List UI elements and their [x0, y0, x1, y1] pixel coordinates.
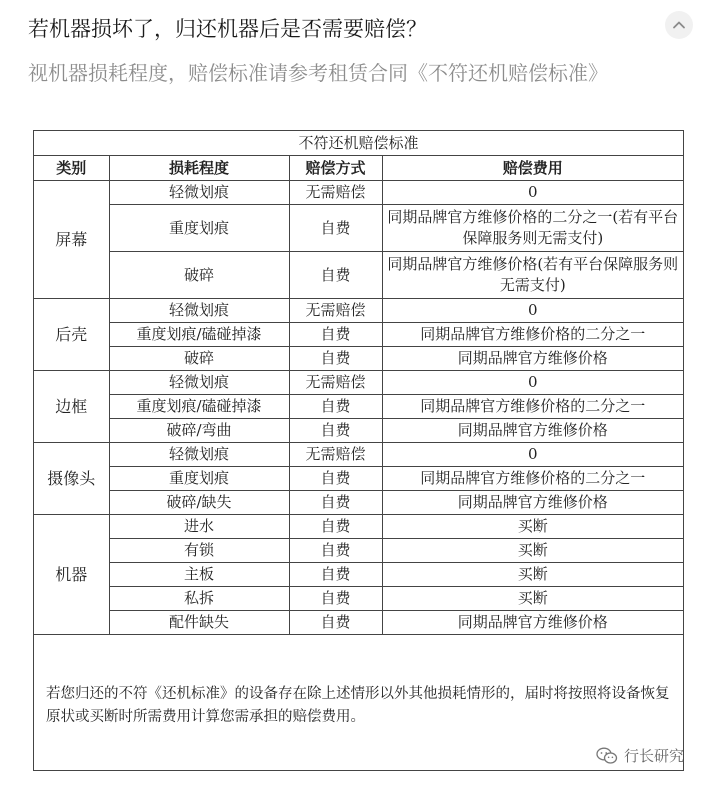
degree-cell: 轻微划痕 — [109, 299, 289, 323]
method-cell: 自费 — [289, 347, 382, 371]
table-row — [34, 419, 683, 443]
degree-cell: 主板 — [109, 563, 289, 587]
method-cell: 无需赔偿 — [289, 371, 382, 395]
table-row — [34, 515, 683, 539]
wechat-icon — [596, 747, 618, 765]
degree-cell: 重度划痕 — [109, 467, 289, 491]
category-cell: 边框 — [34, 371, 109, 443]
fee-cell: 同期品牌官方维修价格 — [382, 491, 683, 515]
table-row — [34, 491, 683, 515]
header-fee: 赔偿费用 — [382, 156, 683, 181]
table-row — [34, 563, 683, 587]
method-cell: 自费 — [289, 539, 382, 563]
fee-cell: 买断 — [382, 563, 683, 587]
watermark-text: 行长研究 — [624, 747, 685, 765]
table-row — [34, 252, 683, 299]
category-cell: 后壳 — [34, 299, 109, 371]
method-cell: 无需赔偿 — [289, 299, 382, 323]
chevron-up-icon — [671, 17, 687, 33]
table-title: 不符还机赔偿标准 — [34, 131, 683, 156]
header-method: 赔偿方式 — [289, 156, 382, 181]
fee-cell: 0 — [382, 299, 683, 323]
method-cell: 无需赔偿 — [289, 443, 382, 467]
degree-cell: 破碎/缺失 — [109, 491, 289, 515]
fee-cell: 同期品牌官方维修价格 — [382, 347, 683, 371]
fee-cell: 买断 — [382, 539, 683, 563]
degree-cell: 配件缺失 — [109, 611, 289, 635]
fee-cell: 同期品牌官方维修价格 — [382, 611, 683, 635]
fee-cell: 同期品牌官方维修价格 — [382, 419, 683, 443]
degree-cell: 轻微划痕 — [109, 181, 289, 205]
table-header-row — [34, 156, 683, 181]
method-cell: 自费 — [289, 611, 382, 635]
table-row — [34, 205, 683, 252]
table-footnote: 若您归还的不符《还机标准》的设备存在除上述情形以外其他损耗情形的，届时将按照将设备恢复原状或买断时所需费用计算您需承担的赔偿费用。 — [46, 686, 670, 725]
table-row — [34, 371, 683, 395]
category-cell: 屏幕 — [34, 181, 109, 299]
fee-cell: 0 — [382, 371, 683, 395]
fee-cell: 买断 — [382, 515, 683, 539]
degree-cell: 破碎/弯曲 — [109, 419, 289, 443]
fee-cell: 同期品牌官方维修价格(若有平台保障服务则无需支付) — [382, 252, 683, 299]
table-title-row — [34, 131, 683, 156]
method-cell: 自费 — [289, 205, 382, 252]
table-row — [34, 539, 683, 563]
method-cell: 自费 — [289, 587, 382, 611]
method-cell: 自费 — [289, 563, 382, 587]
table-row — [34, 611, 683, 635]
method-cell: 自费 — [289, 515, 382, 539]
fee-cell: 同期品牌官方维修价格的二分之一 — [382, 467, 683, 491]
table-row — [34, 299, 683, 323]
category-cell: 机器 — [34, 515, 109, 635]
degree-cell: 破碎 — [109, 252, 289, 299]
method-cell: 自费 — [289, 467, 382, 491]
method-cell: 自费 — [289, 323, 382, 347]
table-row — [34, 587, 683, 611]
table-row — [34, 323, 683, 347]
degree-cell: 有锁 — [109, 539, 289, 563]
category-cell: 摄像头 — [34, 443, 109, 515]
fee-cell: 同期品牌官方维修价格的二分之一 — [382, 395, 683, 419]
table-row — [34, 467, 683, 491]
degree-cell: 破碎 — [109, 347, 289, 371]
question-title: 若机器损坏了，归还机器后是否需要赔偿？ — [28, 17, 427, 41]
fee-cell: 买断 — [382, 587, 683, 611]
table-row — [34, 395, 683, 419]
table-row — [34, 181, 683, 205]
watermark — [596, 745, 684, 766]
header-category: 类别 — [34, 156, 109, 181]
degree-cell: 轻微划痕 — [109, 371, 289, 395]
table-row — [34, 347, 683, 371]
degree-cell: 轻微划痕 — [109, 443, 289, 467]
method-cell: 自费 — [289, 419, 382, 443]
fee-cell: 同期品牌官方维修价格的二分之一(若有平台保障服务则无需支付) — [382, 205, 683, 252]
degree-cell: 重度划痕/磕碰掉漆 — [109, 395, 289, 419]
degree-cell: 重度划痕 — [109, 205, 289, 252]
collapse-button[interactable] — [665, 11, 693, 39]
fee-cell: 0 — [382, 181, 683, 205]
method-cell: 自费 — [289, 491, 382, 515]
compensation-table — [34, 131, 683, 635]
header-degree: 损耗程度 — [109, 156, 289, 181]
degree-cell: 进水 — [109, 515, 289, 539]
degree-cell: 重度划痕/磕碰掉漆 — [109, 323, 289, 347]
fee-cell: 0 — [382, 443, 683, 467]
method-cell: 自费 — [289, 395, 382, 419]
answer-text: 视机器损耗程度，赔偿标准请参考租赁合同《不符还机赔偿标准》 — [28, 61, 608, 85]
compensation-table-image — [33, 130, 684, 771]
method-cell: 无需赔偿 — [289, 181, 382, 205]
table-row — [34, 443, 683, 467]
degree-cell: 私拆 — [109, 587, 289, 611]
fee-cell: 同期品牌官方维修价格的二分之一 — [382, 323, 683, 347]
method-cell: 自费 — [289, 252, 382, 299]
